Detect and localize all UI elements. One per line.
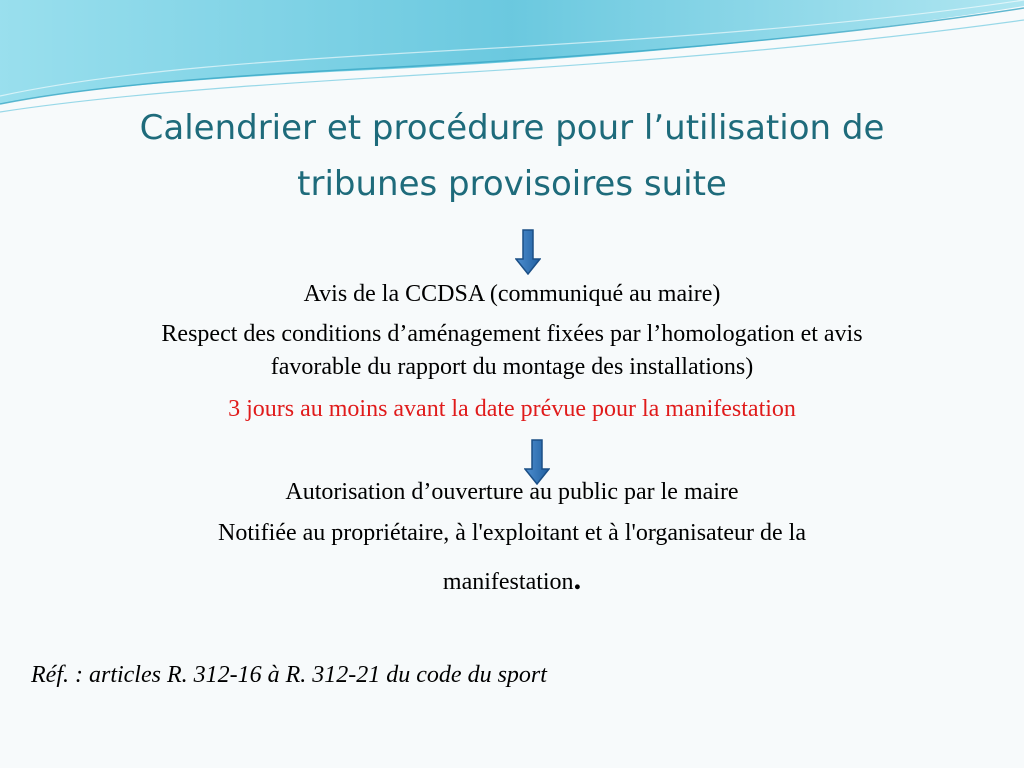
conditions-line-1: Respect des conditions d’aménagement fixées par l’homologation et avis [161,321,863,347]
arrow-down-icon [515,229,541,275]
notification-line-1: Notifiée au propriétaire, à l'exploitant et à l'organisateur de la [218,520,806,546]
title-line-1: Calendrier et procédure pour l’utilisation de [139,108,885,148]
ccdsa-notice-line: Avis de la CCDSA (communiqué au maire) [303,281,721,307]
notification-line-2 [30,563,994,597]
conditions-line-2: favorable du rapport du montage des installations) [270,354,754,380]
notification-text: manifestation [442,569,574,595]
deadline-line: 3 jours au moins avant la date prévue pour la manifestation [228,396,796,422]
notification-period: . [573,563,582,596]
slide-title [40,100,984,212]
authorization-line: Autorisation d’ouverture au public par le maire [285,479,739,505]
reference-note: Réf. : articles R. 312-16 à R. 312-21 du code du sport [31,662,547,688]
title-line-2: tribunes provisoires suite [297,164,727,204]
